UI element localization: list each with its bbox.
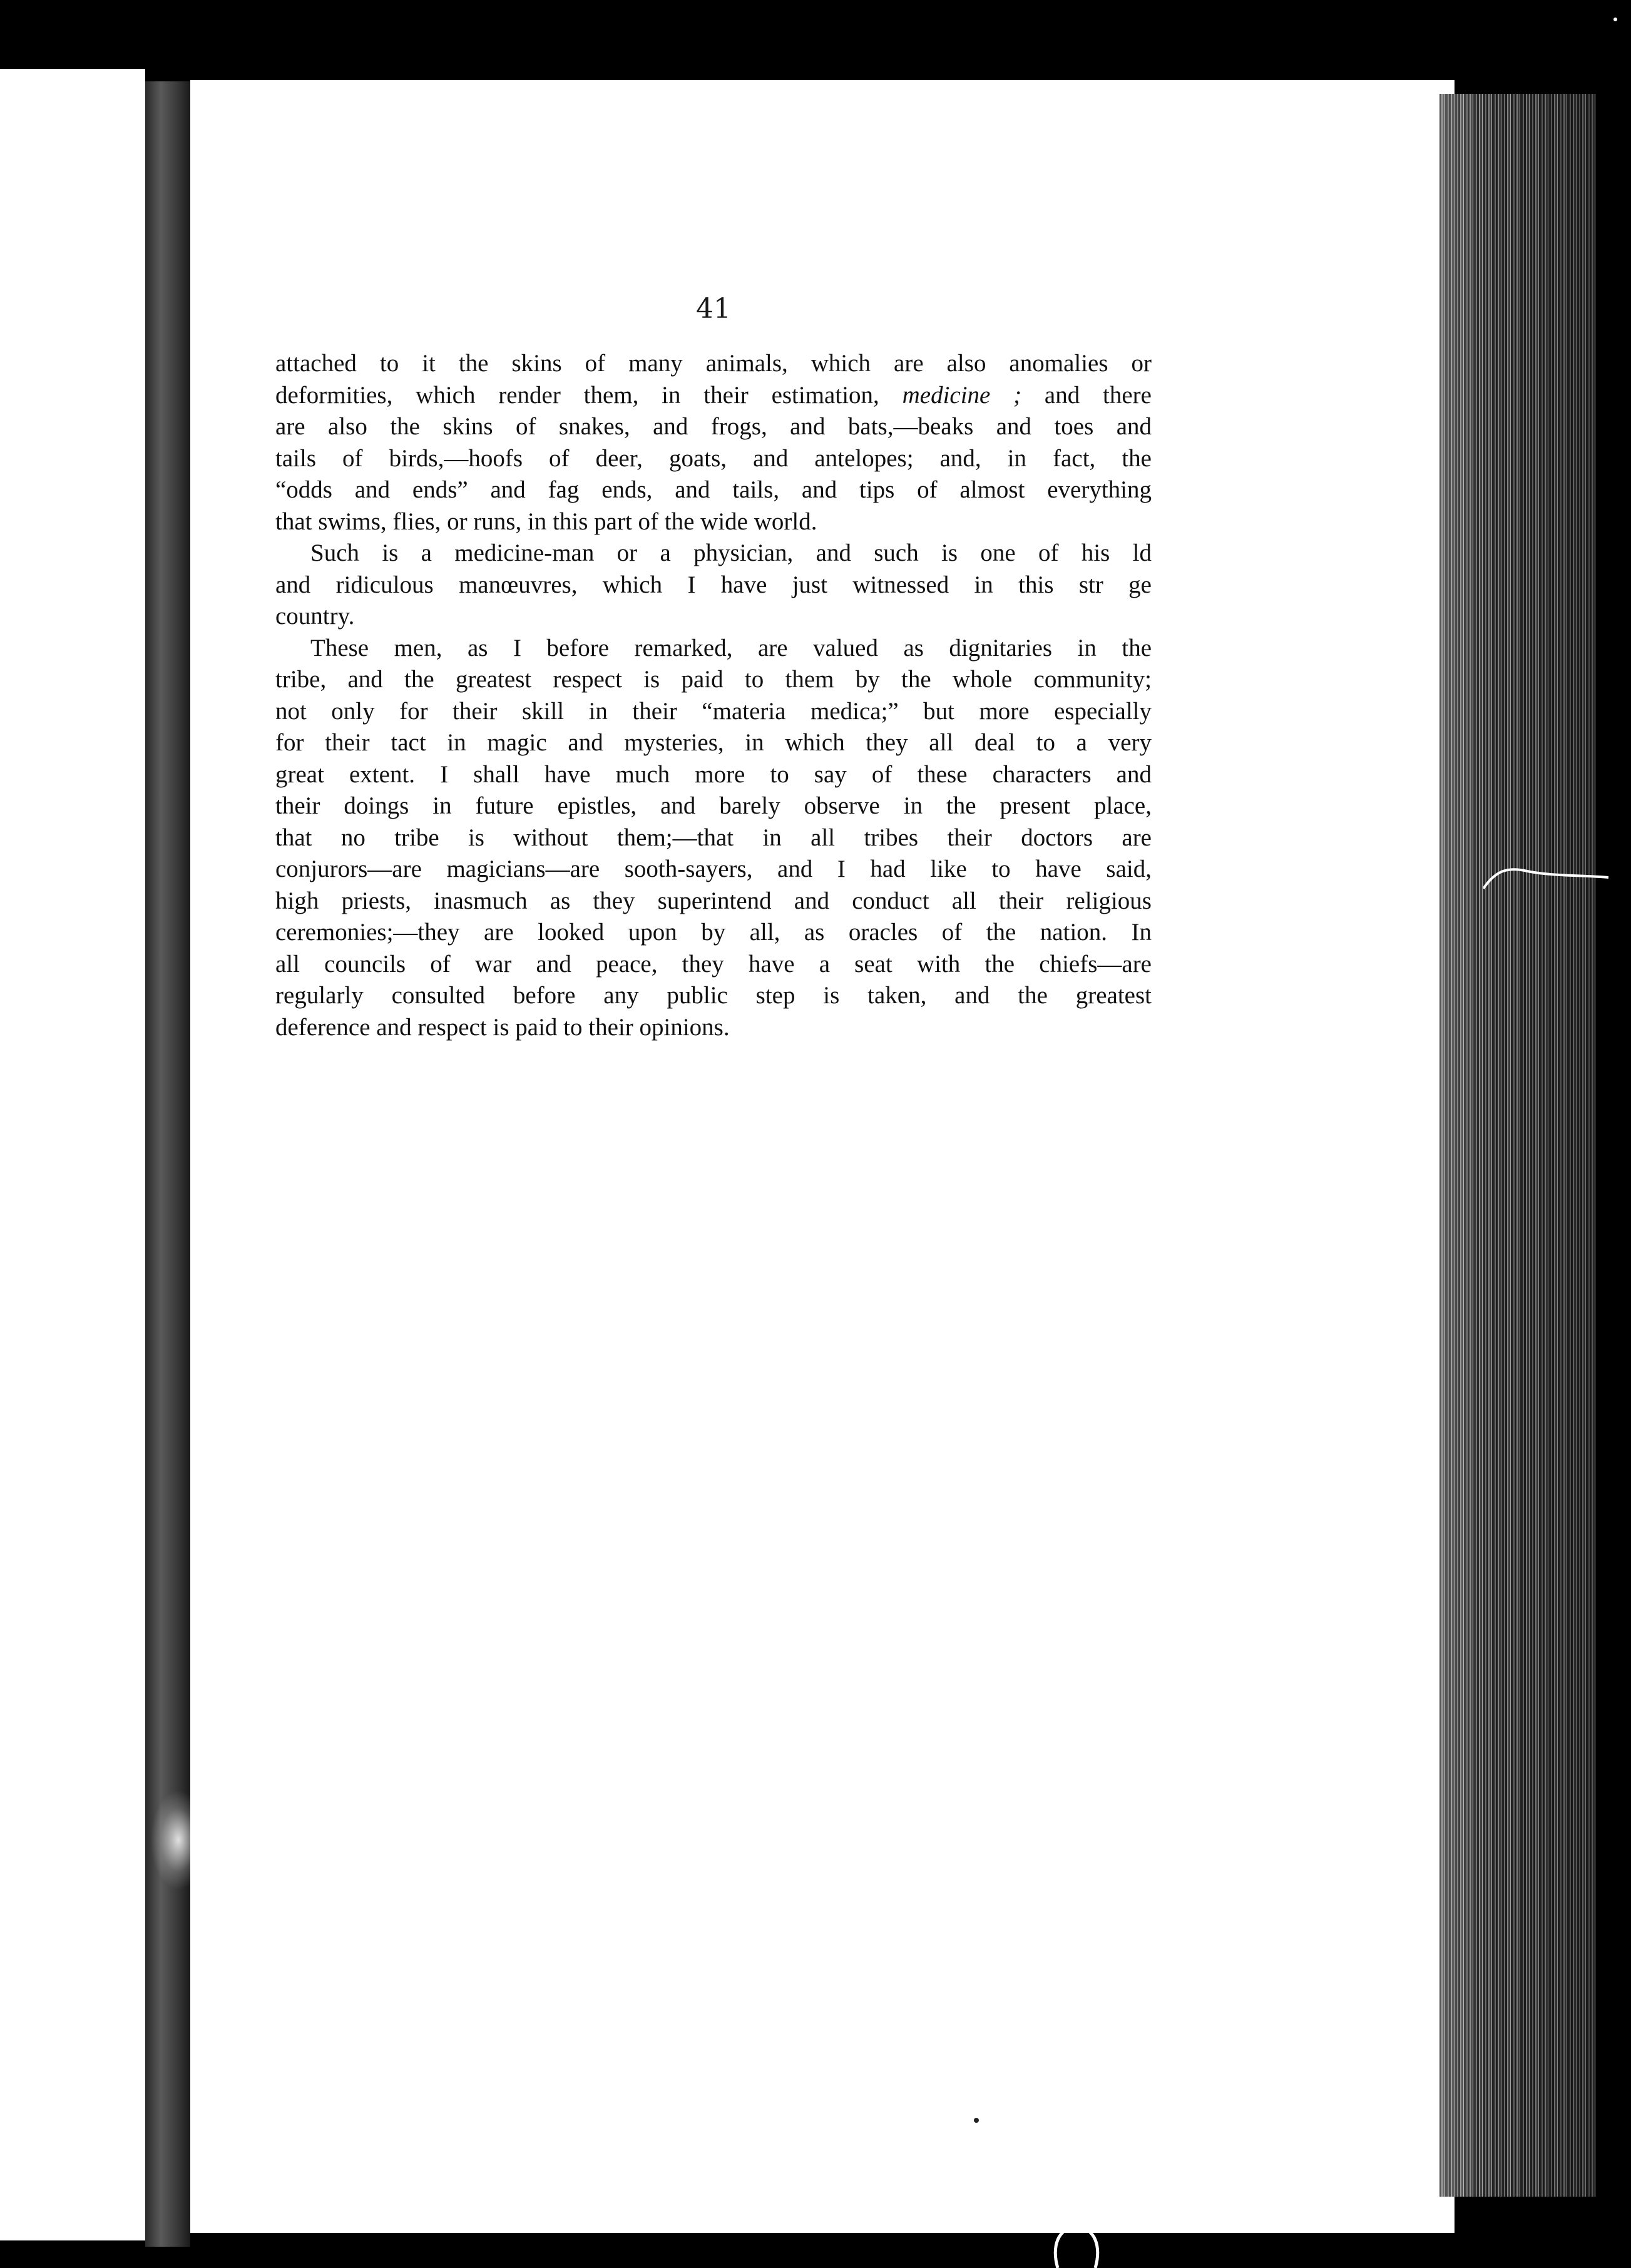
text-line: are also the skins of snakes, and frogs, and bats,—beaks and toes and — [275, 413, 1152, 440]
text-line: and ridiculous manœuvres, which I have just witnessed in this str ge — [275, 571, 1152, 598]
text-line: not only for their skill in their “materia medica;” but more especially — [275, 697, 1152, 725]
text-line: These men, as I before remarked, are valued as dignitaries in the — [310, 634, 1152, 662]
page-edge-shading — [1439, 94, 1596, 2197]
text-line: tails of birds,—hoofs of deer, goats, and antelopes; and, in fact, the — [275, 444, 1152, 472]
page-number: 41 — [696, 293, 731, 325]
text-line: that no tribe is without them;—that in all tribes their doctors are — [275, 824, 1152, 851]
text-line: conjurors—are magicians—are sooth-sayers, and I had like to have said, — [275, 856, 1152, 882]
text-line: Such is a medicine-man or a physician, and such is one of his ld — [310, 539, 1152, 566]
text-line: deformities, which render them, in their estimation, medicine ; and there — [275, 381, 1152, 409]
text-line: great extent. I shall have much more to say of these characters and — [275, 760, 1152, 788]
text-line: ceremonies;—they are looked upon by all, as oracles of the nation. In — [275, 919, 1152, 946]
binding-clip — [1045, 2215, 1108, 2268]
text-line: for their tact in magic and mysteries, in which they all deal to a very — [275, 729, 1152, 756]
text-line: deference and respect is paid to their opinions. — [275, 1013, 730, 1041]
text-line: attached to it the skins of many animals, which are also anomalies or — [275, 350, 1152, 377]
page-edge-mark — [1483, 864, 1608, 901]
text-line: tribe, and the greatest respect is paid to them by the whole community; — [275, 666, 1152, 693]
left-facing-page — [0, 69, 145, 2240]
page-speck — [974, 2118, 979, 2123]
text-line: all councils of war and peace, they have a seat with the chiefs—are — [275, 950, 1152, 978]
scan-speck — [1613, 18, 1617, 21]
book-gutter — [145, 81, 190, 2247]
body-text — [275, 348, 1152, 1043]
text-line: country. — [275, 603, 355, 630]
text-line: their doings in future epistles, and barely observe in the present place, — [275, 792, 1152, 819]
text-line: regularly consulted before any public step is taken, and the greatest — [275, 982, 1152, 1009]
text-line: that swims, flies, or runs, in this part of the wide world. — [275, 508, 817, 535]
text-line: high priests, inasmuch as they superintend and conduct all their religious — [275, 887, 1152, 914]
text-line: “odds and ends” and fag ends, and tails, and tips of almost everything — [275, 476, 1152, 503]
